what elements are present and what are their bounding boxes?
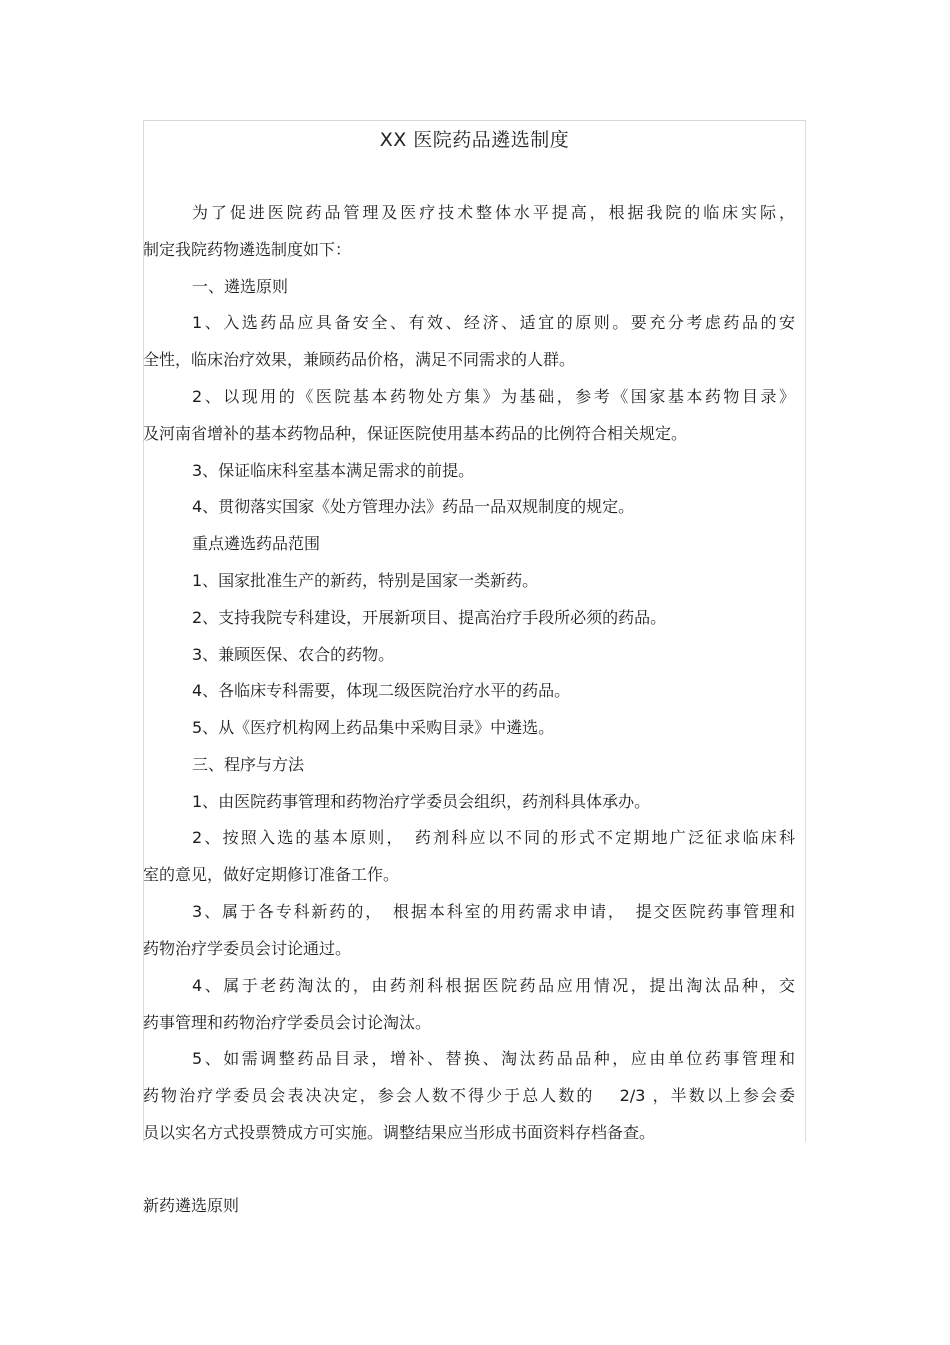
- principle-4: 4、贯彻落实国家《处方管理办法》药品一品双规制度的规定。: [192, 497, 635, 516]
- scope-item-3: 3、兼顾医保、农合的药物。: [192, 645, 395, 664]
- intro-line-1: 为了促进医院药品管理及医疗技术整体水平提高，根据我院的临床实际，: [192, 203, 795, 222]
- document-title: XX 医院药品遴选制度: [379, 129, 570, 151]
- procedure-5-line-1: 5、如需调整药品目录，增补、替换、淘汰药品品种，应由单位药事管理和: [192, 1049, 795, 1068]
- section-heading-3: 三、程序与方法: [192, 755, 305, 774]
- principle-1-line-1: 1、入选药品应具备安全、有效、经济、适宜的原则。要充分考虑药品的安: [192, 313, 795, 332]
- procedure-3-line-2: 药物治疗学委员会讨论通过。: [143, 939, 352, 958]
- procedure-1: 1、由医院药事管理和药物治疗学委员会组织，药剂科具体承办。: [192, 792, 651, 811]
- section-heading-2: 重点遴选药品范围: [192, 534, 321, 553]
- principle-2-line-2: 及河南省增补的基本药物品种，保证医院使用基本药品的比例符合相关规定。: [143, 424, 688, 443]
- principle-2-line-1: 2、以现用的《医院基本药物处方集》为基础，参考《国家基本药物目录》: [192, 387, 795, 406]
- section-heading-1: 一、遴选原则: [192, 277, 289, 296]
- intro-line-2: 制定我院药物遴选制度如下：: [143, 240, 352, 259]
- principle-3: 3、保证临床科室基本满足需求的前提。: [192, 461, 475, 480]
- procedure-2-line-2: 室的意见，做好定期修订准备工作。: [143, 865, 400, 884]
- procedure-5-line-2: 药物治疗学委员会表决决定，参会人数不得少于总人数的 2/3 ，半数以上参会委: [143, 1086, 795, 1105]
- procedure-3-line-1: 3、属于各专科新药的， 根据本科室的用药需求申请， 提交医院药事管理和: [192, 902, 795, 921]
- scope-item-1: 1、国家批准生产的新药，特别是国家一类新药。: [192, 571, 539, 590]
- principle-1-line-2: 全性，临床治疗效果，兼顾药品价格，满足不同需求的人群。: [143, 350, 576, 369]
- next-section-heading: 新药遴选原则: [143, 1196, 240, 1215]
- procedure-4-line-1: 4、属于老药淘汰的，由药剂科根据医院药品应用情况，提出淘汰品种，交: [192, 976, 795, 995]
- scope-item-5: 5、从《医疗机构网上药品集中采购目录》中遴选。: [192, 718, 555, 737]
- scope-item-2: 2、支持我院专科建设，开展新项目、提高治疗手段所必须的药品。: [192, 608, 667, 627]
- procedure-4-line-2: 药事管理和药物治疗学委员会讨论淘汰。: [143, 1013, 432, 1032]
- procedure-2-line-1: 2、按照入选的基本原则， 药剂科应以不同的形式不定期地广泛征求临床科: [192, 828, 795, 847]
- procedure-5-line-3: 员以实名方式投票赞成方可实施。调整结果应当形成书面资料存档备查。: [143, 1123, 656, 1142]
- scope-item-4: 4、各临床专科需要，体现二级医院治疗水平的药品。: [192, 681, 571, 700]
